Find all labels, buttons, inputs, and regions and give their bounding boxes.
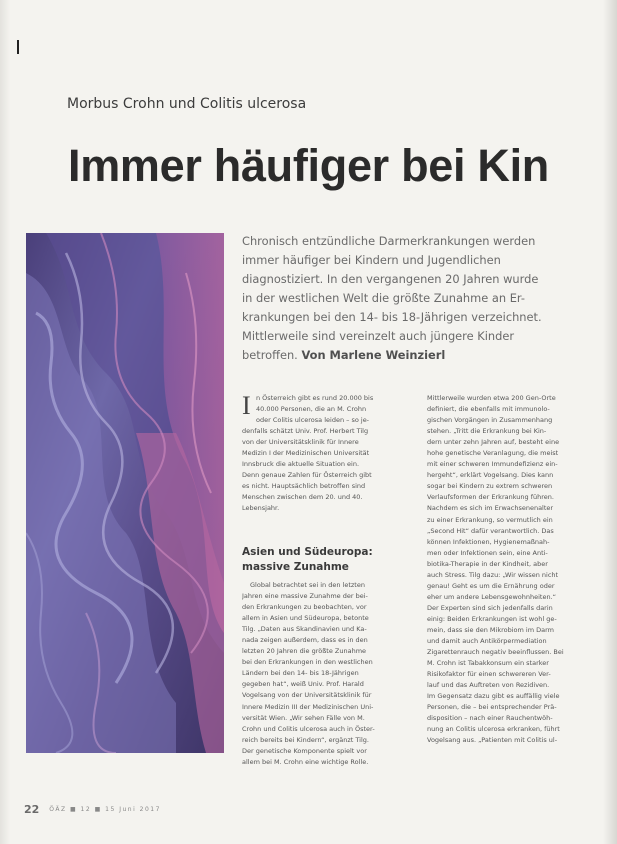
body-line: Vogelsang von der Universitätsklinik für	[242, 691, 372, 700]
body-line: Nachdem es sich im Erwachsenenalter	[427, 504, 554, 513]
body-line: M. Crohn ist Tabakkonsum ein starker	[427, 659, 549, 668]
body-line: Vogelsang aus. „Patienten mit Colitis ul-	[427, 736, 558, 745]
body-line: von der Universitätsklinik für Innere	[242, 438, 359, 447]
body-line: auch Stress. Tilg dazu: „Wir wissen nicht	[427, 570, 559, 579]
body-line: Der genetische Komponente spielt vor	[242, 746, 367, 755]
body-line: Innsbruck die aktuelle Situation ein.	[242, 460, 360, 469]
body-line: Menschen zwischen dem 20. und 40.	[242, 493, 363, 502]
body-line: hohe genetische Veranlagung, die meist	[427, 449, 559, 458]
body-line: denfalls schätzt Univ. Prof. Herbert Tilg	[242, 427, 369, 436]
body-line: zu einer Erkrankung, so vermutlich ein	[427, 515, 553, 524]
subhead-line: Asien und Südeuropa:	[242, 546, 373, 558]
body-line: Zigarettenrauch negativ beeinflussen. Bei	[427, 648, 564, 657]
body-line: Personen, die – bei entsprechender Prä-	[427, 703, 557, 712]
body-line: nung an Colitis ulcerosa erkranken, führt	[427, 725, 560, 734]
body-line: allem in Asien und Südeuropa, betonte	[242, 614, 369, 623]
body-line: 40.000 Personen, die an M. Crohn	[256, 405, 367, 414]
article-photo	[26, 233, 224, 753]
body-line: disposition – nach einer Rauchentwöh-	[427, 714, 553, 723]
body-column-1-top	[242, 393, 400, 515]
body-line: Innere Medizin III der Medizinischen Uni-	[242, 702, 374, 711]
intro-line: immer häufiger bei Kindern und Jugendlichen	[242, 253, 501, 267]
body-line: einig: Beiden Erkrankungen ist wohl ge-	[427, 614, 557, 623]
margin-mark	[17, 40, 19, 54]
article-intro	[242, 232, 592, 365]
page-number: 22	[24, 803, 40, 816]
body-line: können Infektionen, Hygienemaßnah-	[427, 537, 550, 546]
body-line: hergeht“, erklärt Vogelsang. Dies kann	[427, 471, 554, 480]
body-line: den Erkrankungen zu beobachten, vor	[242, 603, 367, 612]
body-line: es nicht. Hauptsächlich betroffen sind	[242, 482, 366, 491]
body-line: Im Gegensatz dazu gibt es auffällig viele	[427, 692, 560, 701]
body-line: men oder Infektionen sein, eine Anti-	[427, 548, 548, 557]
body-line: definiert, die ebenfalls mit immunolo-	[427, 405, 550, 414]
magazine-issue: ÖÄZ ■ 12 ■ 15 Juni 2017	[49, 806, 161, 813]
body-line: Global betrachtet sei in den letzten	[250, 581, 365, 589]
body-line: und damit auch Antikörpermediation	[427, 637, 547, 646]
body-line: mit einer schweren Immundefizienz ein-	[427, 460, 558, 469]
body-line: Verlaufsformen der Erkrankung führen.	[427, 493, 554, 502]
body-line: stehen. „Tritt die Erkrankung bei Kin-	[427, 427, 547, 436]
intro-line: krankungen bei den 14- bis 18-Jährigen verzeichnet.	[242, 310, 542, 324]
page-edge-shadow-right	[603, 0, 617, 844]
section-subhead	[242, 545, 373, 575]
body-line: Risikofaktor für einen schwereren Ver-	[427, 670, 551, 679]
body-line: dern unter zehn Jahren auf, besteht eine	[427, 438, 560, 447]
body-line: Der Experten sind sich jedenfalls darin	[427, 603, 553, 612]
body-line: bei den Erkrankungen in den westlichen	[242, 658, 373, 667]
body-line: Jahren eine massive Zunahme der bei-	[242, 592, 368, 601]
subhead-line: massive Zunahme	[242, 561, 349, 573]
body-line: versität Wien. „Wir sehen Fälle von M.	[242, 713, 365, 722]
body-line: biotika-Therapie in der Kindheit, aber	[427, 559, 548, 568]
body-line: Lebensjahr.	[242, 504, 280, 513]
drop-cap: I	[242, 391, 251, 420]
intro-last-text: betroffen.	[242, 348, 298, 362]
intro-line: diagnostiziert. In den vergangenen 20 Jahren wurde	[242, 272, 539, 286]
body-line: allem bei M. Crohn eine wichtige Rolle.	[242, 757, 369, 766]
body-line: mein, dass sie den Mikrobiom im Darm	[427, 625, 554, 634]
body-line: gegeben hat“, weiß Univ. Prof. Harald	[242, 680, 364, 689]
intro-line: Mittlerweile sind vereinzelt auch jüngere Kinder	[242, 329, 515, 343]
body-line: gischen Vorgängen in Zusammenhang	[427, 416, 553, 425]
intro-line: Chronisch entzündliche Darmerkrankungen werden	[242, 234, 536, 248]
page-edge-shadow-left	[0, 0, 10, 844]
article-kicker: Morbus Crohn und Colitis ulcerosa	[67, 96, 307, 112]
body-line: genau! Geht es um die Ernährung oder	[427, 581, 555, 590]
body-line: nada zeigen außerdem, dass es in den	[242, 636, 368, 645]
body-line: Crohn und Colitis ulcerosa auch in Öster-	[242, 724, 375, 733]
body-line: n Österreich gibt es rund 20.000 bis	[256, 394, 374, 402]
article-author: Von Marlene Weinzierl	[301, 348, 446, 362]
body-line: Denn genaue Zahlen für Österreich gibt	[242, 471, 372, 480]
body-line: eher um andere Lebensgewohnheiten.“	[427, 592, 557, 601]
body-line: reich bereits bei Kindern“, ergänzt Tilg.	[242, 735, 369, 744]
body-line: Ländern bei den 14- bis 18-Jährigen	[242, 669, 359, 678]
page-footer	[24, 803, 161, 816]
body-line: „Second Hit“ dafür verantwortlich. Das	[427, 526, 554, 535]
intro-line-last	[242, 346, 592, 365]
body-line: oder Colitis ulcerosa leiden – so je-	[256, 416, 370, 425]
body-line: sogar bei Kindern zu extrem schweren	[427, 482, 553, 491]
body-line: Tilg. „Daten aus Skandinavien und Ka-	[242, 625, 367, 634]
body-column-2	[427, 393, 587, 747]
body-line: letzten 20 Jahren die größte Zunahme	[242, 647, 367, 656]
body-line: lauf und das Auftreten von Rezidiven.	[427, 681, 550, 690]
body-column-1-bottom	[242, 580, 400, 768]
body-line: Medizin I der Medizinischen Universität	[242, 449, 370, 458]
article-headline: Immer häufiger bei Kin	[68, 140, 549, 191]
intro-line: in der westlichen Welt die größte Zunahme an Er-	[242, 291, 525, 305]
body-line: Mittlerweile wurden etwa 200 Gen-Orte	[427, 394, 556, 402]
